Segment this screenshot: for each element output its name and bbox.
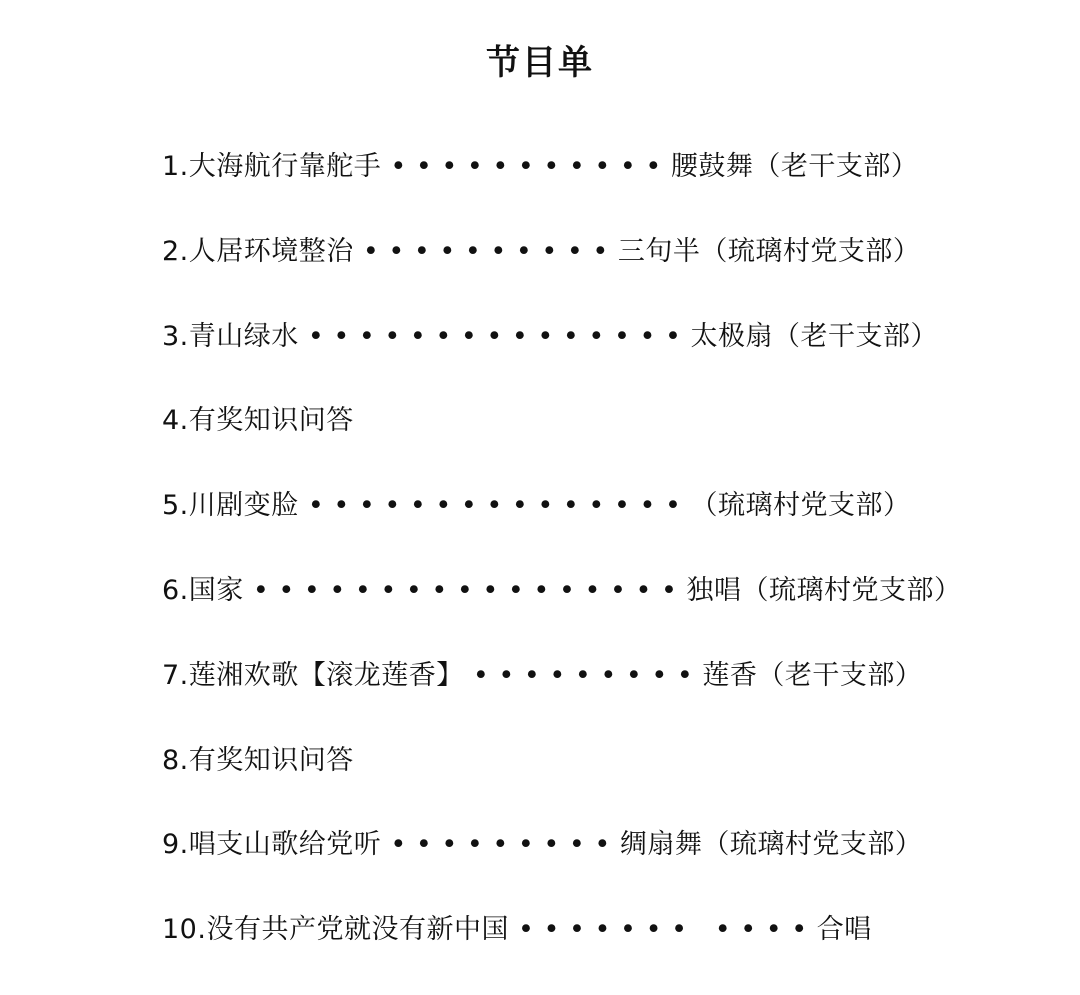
program-item-text: 4.有奖知识问答 bbox=[162, 405, 354, 437]
program-item-7 bbox=[162, 656, 942, 741]
program-item-10 bbox=[162, 910, 942, 995]
program-item-8 bbox=[162, 741, 942, 826]
program-item-text: 1.大海航行靠舵手 • • • • • • • • • • • 腰鼓舞（老干支部） bbox=[162, 151, 919, 182]
program-item-9 bbox=[162, 825, 942, 910]
program-item-2 bbox=[162, 232, 942, 317]
program-item-text: 3.青山绿水 • • • • • • • • • • • • • • • 太极扇（老干支部） bbox=[162, 320, 938, 352]
program-item-text: 2.人居环境整治 • • • • • • • • • • 三句半（琉璃村党支部） bbox=[162, 235, 921, 267]
program-item-text: 10.没有共产党就没有新中国 • • • • • • • • • • • 合唱 bbox=[162, 914, 872, 946]
program-item-6 bbox=[162, 571, 962, 656]
program-item-text: 6.国家 • • • • • • • • • • • • • • • • • 独唱（琉璃村党支部） bbox=[162, 574, 962, 606]
program-item-text: 7.莲湘欢歌【滚龙莲香】 • • • • • • • • • 莲香（老干支部） bbox=[162, 659, 923, 691]
program-item-text: 5.川剧变脸 • • • • • • • • • • • • • • • （琉璃村党支部） bbox=[162, 490, 911, 522]
program-item-5 bbox=[162, 486, 942, 571]
program-item-text: 9.唱支山歌给党听 • • • • • • • • • 绸扇舞（琉璃村党支部） bbox=[162, 829, 923, 861]
program-item-3 bbox=[162, 317, 942, 402]
program-item-4 bbox=[162, 401, 942, 486]
page-title: 节目单 bbox=[486, 42, 594, 83]
program-list bbox=[162, 147, 962, 995]
program-item-text: 8.有奖知识问答 bbox=[162, 744, 354, 776]
program-item-1 bbox=[162, 147, 942, 232]
